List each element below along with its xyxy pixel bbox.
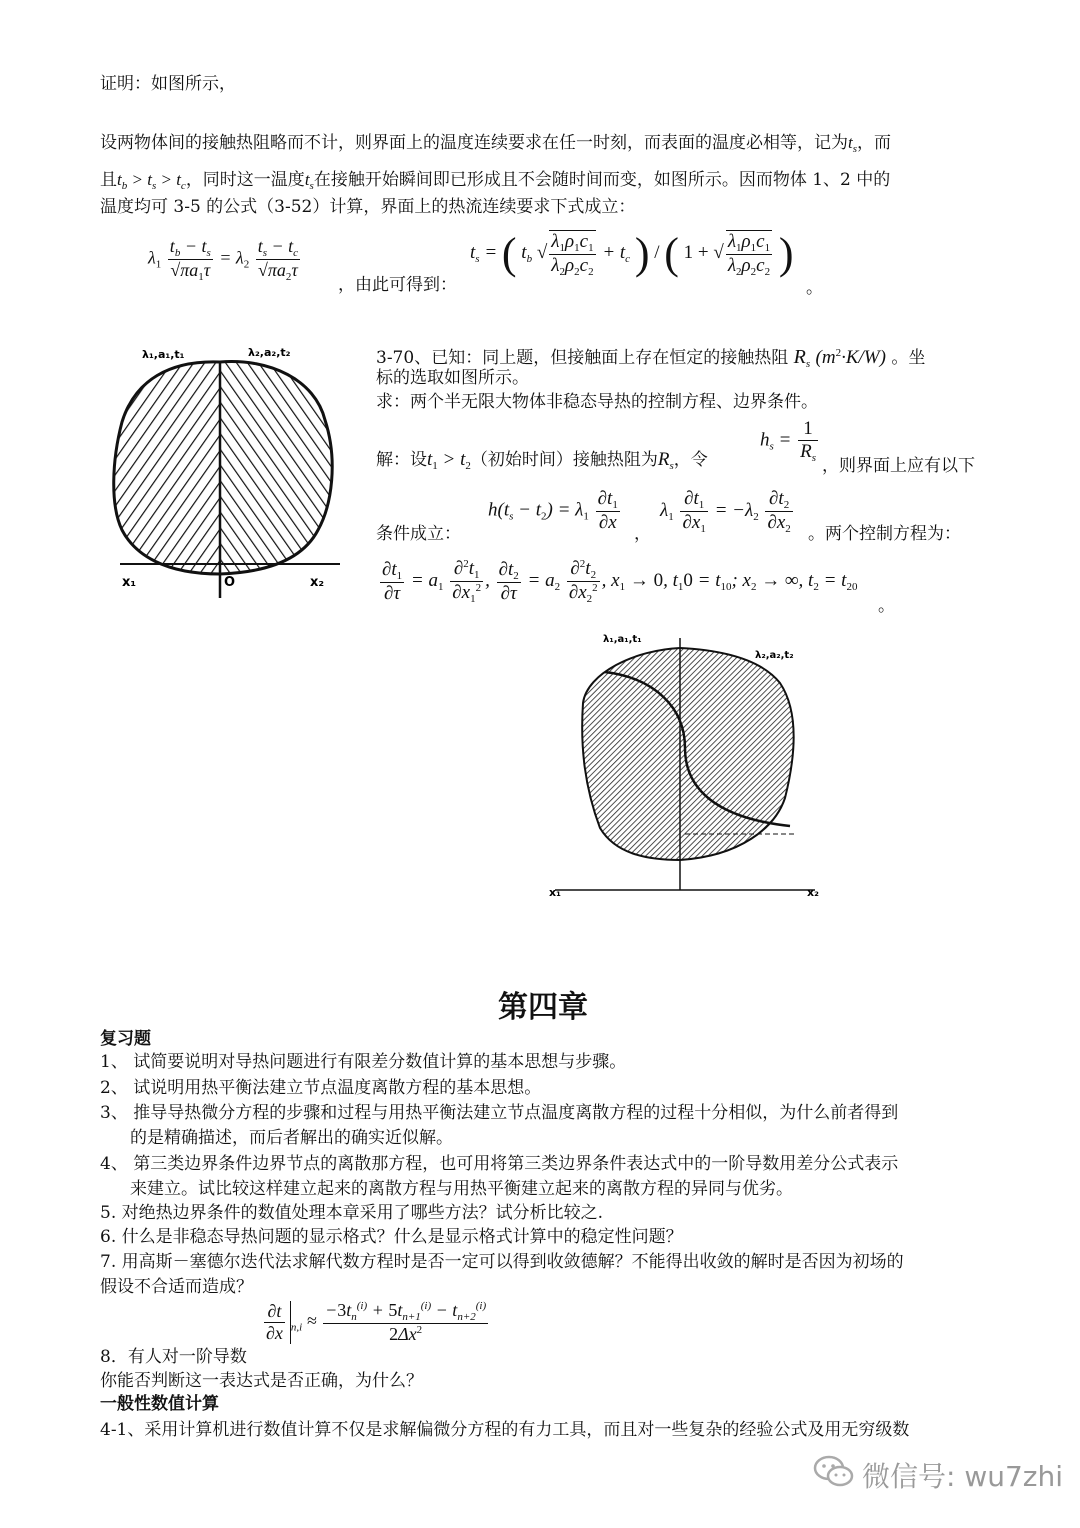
flux-equation: $\lambda_1$ $\frac{t_b - t_s}{√\pi a_1\tau}$ = $\lambda_2$ $\frac{t_s - t_c}{√\pi a_2\tau}$ xyxy=(148,236,299,283)
p370-ask: 求：两个半无限大物体非稳态导热的控制方程、边界条件。 xyxy=(376,392,818,412)
fig2-label-left: λ₁,a₁,t₁ xyxy=(603,634,642,645)
p370-cond: 条件成立： xyxy=(376,524,461,544)
proof-line-3: 温度均可 3-5 的公式（3-52）计算，界面上的热流连续要求下式成立： xyxy=(100,197,636,217)
p370-solution: 解：设$t_1 > t_2$（初始时间）接触热阻为$R_s$，令 xyxy=(376,449,708,472)
ts-equation: $t_s$ = ( $t_b$ √ $\frac{\lambda_1\rho_1c_1}{\lambda_2\rho_2c_2}$ + $t_c$ ) / ( 1 + √ $\frac{\lambda_1\rho_1c_1}{\lambda_2\rho_2c_2}$ ) xyxy=(470,229,794,278)
fig1-axis-origin: O xyxy=(224,575,236,590)
flux-boundary-equation: $\lambda_1$ $\frac{\partial t_1}{\partial x_1}$ = $-\lambda_2$ $\frac{\partial t_2}{\partial x_2}$ xyxy=(660,488,791,535)
fig1-axis-right: x₂ xyxy=(310,575,325,590)
fig2-axis-right: x₂ xyxy=(807,886,819,899)
review-q1: 1、 试简要说明对导热问题进行有限差分数值计算的基本思想与步骤。 xyxy=(100,1052,627,1072)
fig1-axis-left: x₁ xyxy=(122,575,137,590)
proof-line-2: 且$t_b > t_s > t_c$，同时这一温度$t_s$在接触开始瞬间即已形成且不会随时间而变，如图所示。因而物体 1、2 中的 xyxy=(100,170,891,192)
figure-contact-bodies xyxy=(110,340,350,602)
p370-given-2: 标的选取如图所示。 xyxy=(376,368,529,388)
hs-equation: $h_s$ = $\frac{1}{R_s}$ xyxy=(760,418,816,464)
p41-text: 4-1、采用计算机进行数值计算不仅是求解偏微分方程的有力工具，而且对一些复杂的经验公式及用无穷级数 xyxy=(100,1420,910,1440)
review-q3: 3、 推导导热微分方程的步骤和过程与用热平衡法建立节点温度离散方程的过程十分相似，为什么前者得到 xyxy=(100,1103,899,1123)
p370-period: 。 xyxy=(878,596,895,616)
governing-equations: $\frac{\partial t_1}{\partial\tau}$ = $a_1$ $\frac{\partial^2t_1}{\partial x_1^2}$ , $\frac{\partial t_2}{\partial\tau}$ = $a_2$ $\frac{\partial^2t_2}{\partial x_2^2}$ , $x_1 \to 0$, $t_10 = t_{10}$; $x_2$ → ∞, $t_2 = t_{20}$ xyxy=(382,558,858,605)
wechat-icon xyxy=(812,1452,856,1492)
fig2-axis-left: x₁ xyxy=(549,886,561,899)
proof-heading: 证明：如图所示， xyxy=(100,74,236,94)
review-q7: 7. 用高斯－塞德尔迭代法求解代数方程时是否一定可以得到收敛德解？不能得出收敛的解时是否因为初场的 xyxy=(100,1252,904,1272)
review-q8: 8．有人对一阶导数 xyxy=(100,1347,247,1367)
p370-cond-c: 。两个控制方程为： xyxy=(808,524,961,544)
review-heading: 复习题 xyxy=(100,1029,151,1049)
chapter-title: 第四章 xyxy=(498,990,588,1025)
fig2-label-right: λ₂,a₂,t₂ xyxy=(755,650,794,661)
general-heading: 一般性数值计算 xyxy=(100,1394,219,1414)
review-q2: 2、 试说明用热平衡法建立节点温度离散方程的基本思想。 xyxy=(100,1078,542,1098)
review-q8-cont: 你能否判断这一表达式是否正确，为什么？ xyxy=(100,1371,423,1391)
p370-given: 3-70、已知：同上题，但接触面上存在恒定的接触热阻 $R_s$ $(m^2\cdot K/W)$ 。坐 xyxy=(376,346,926,370)
fig1-label-right: λ₂,a₂,t₂ xyxy=(248,346,291,359)
difference-formula: $\frac{\partial t}{\partial x}$ $_{n,i}$ ≈ $\frac{-3t_n^{(i)} + 5t_{n+1}^{(i)} - t_{n+2}^{(i)}}{2\Delta x^2}$ xyxy=(262,1300,490,1345)
review-q7-cont: 假设不合适而造成？ xyxy=(100,1277,253,1297)
derive-text: ，由此可得到： xyxy=(338,275,457,295)
review-q3-cont: 的是精确描述，而后者解出的确实近似解。 xyxy=(130,1128,453,1148)
proof-line-1: 设两物体间的接触热阻略而不计，则界面上的温度连续要求在任一时刻，而表面的温度必相等，记为$t_s$，而 xyxy=(100,133,892,155)
p370-solution-tail: ，则界面上应有以下 xyxy=(822,456,975,476)
review-q4: 4、 第三类边界条件边界节点的离散那方程，也可用将第三类边界条件表达式中的一阶导数用差分公式表示 xyxy=(100,1154,899,1174)
review-q6: 6. 什么是非稳态导热问题的显示格式？什么是显示格式计算中的稳定性问题？ xyxy=(100,1227,683,1247)
boundary-equation: $h(t_s - t_2) = \lambda_1$ $\frac{\partial t_1}{\partial x}$ xyxy=(488,488,618,533)
fig1-label-left: λ₁,a₁,t₁ xyxy=(142,348,185,361)
review-q5: 5. 对绝热边界条件的数值处理本章采用了哪些方法？试分析比较之. xyxy=(100,1203,604,1223)
ts-period: 。 xyxy=(806,278,823,298)
figure-temperature-profile xyxy=(545,628,835,900)
watermark-text: 微信号: wu7zhi xyxy=(862,1460,1064,1493)
p370-cond-b: ， xyxy=(634,524,651,544)
review-q4-cont: 来建立。试比较这样建立起来的离散方程与用热平衡建立起来的离散方程的异同与优劣。 xyxy=(130,1179,793,1199)
